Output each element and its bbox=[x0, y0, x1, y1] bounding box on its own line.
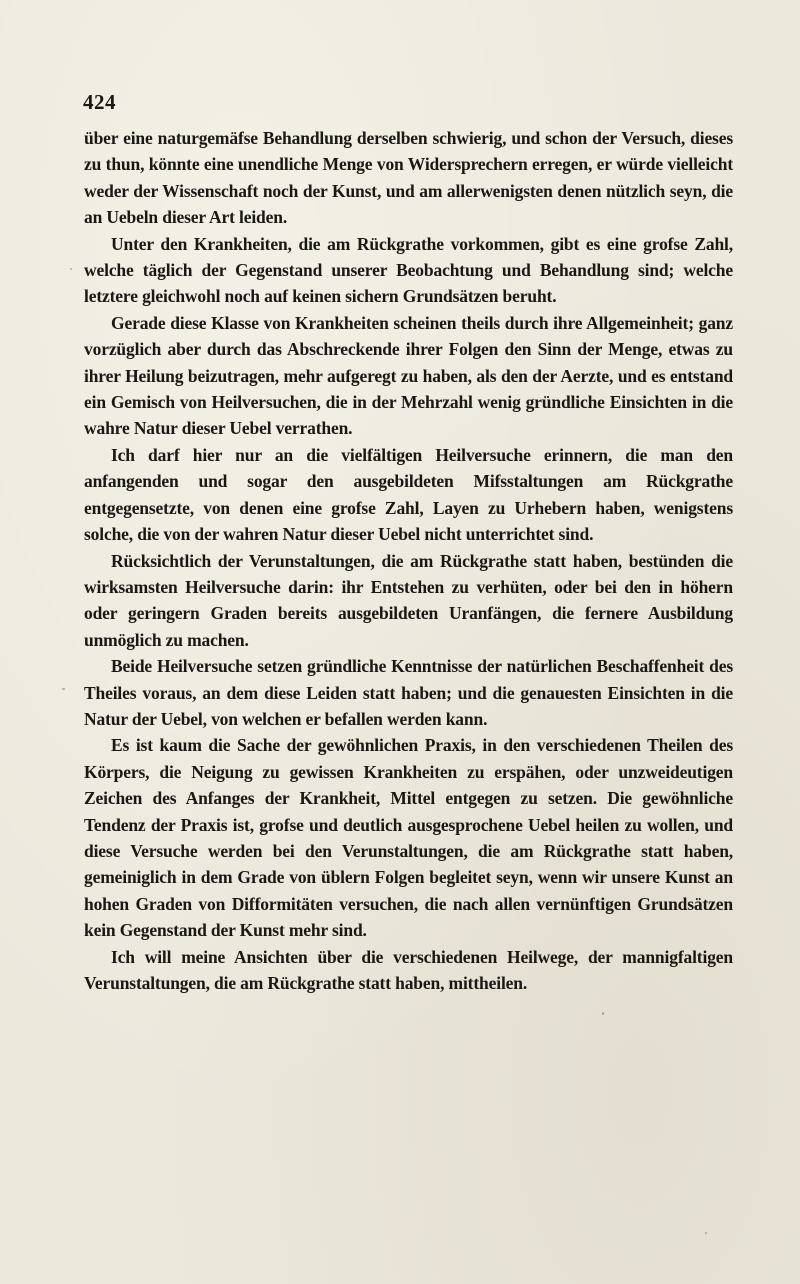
paragraph: Beide Heilversuche setzen gründliche Kenntnisse der natürlichen Beschaffenheit des Theiles voraus, an dem diese Leiden statt haben; und die genauesten Einsichten in die Natur der Uebel, von welchen er befallen werden kann. bbox=[84, 656, 733, 729]
paragraph: Rücksichtlich der Verunstaltungen, die am Rückgrathe statt haben, bestünden die wirksamsten Heilversuche darin: ihr Entstehen zu verhüten, oder bei den in höhern oder geringern Graden bereits ausgebildeten Uranfängen, die fernere Ausbildung unmöglich zu machen. bbox=[84, 550, 733, 650]
paragraph: Ich will meine Ansichten über die verschiedenen Heilwege, der mannigfaltigen Verunstaltungen, die am Rückgrathe statt haben, mittheilen. bbox=[84, 946, 733, 993]
paper-speck bbox=[62, 688, 65, 690]
paragraph: Unter den Krankheiten, die am Rückgrathe vorkommen, gibt es eine grofse Zahl, welche täglich der Gegenstand unserer Beobachtung und Behandlung sind; welche letztere gleichwohl noch auf keinen sichern Grundsätzen beruht. bbox=[84, 233, 733, 307]
paragraph: Gerade diese Klasse von Krankheiten scheinen theils durch ihre Allgemeinheit; ganz vorzüglich aber durch das Abschreckende ihrer Folgen den Sinn der Menge, etwas zu ihrer Heilung beizutragen, mehr aufgeregt zu haben, als den der Aerzte, und es entstand ein Gemisch von Heilversuchen, die in der Mehrzahl wenig gründliche Einsichten in die wahre Natur dieser Uebel verrathen. bbox=[84, 312, 733, 439]
page-number: 424 bbox=[83, 90, 116, 114]
paragraph: Ich darf hier nur an die vielfältigen Heilversuche erinnern, die man den anfangenden und sogar den ausgebildeten Mifsstaltungen am Rückgrathe entgegensetzte, von denen eine grofse Zahl, Layen zu Urhebern haben, wenigstens solche, die von der wahren Natur dieser Uebel nicht unterrichtet sind. bbox=[84, 444, 733, 545]
body-text bbox=[84, 125, 733, 996]
paragraph: Es ist kaum die Sache der gewöhnlichen Praxis, in den verschiedenen Theilen des Körpers, die Neigung zu gewissen Krankheiten zu erspähen, oder unzweideutigen Zeichen des Anfanges der Krankheit, Mittel entgegen zu setzen. Die gewöhnliche Tendenz der Praxis ist, grofse und deutlich ausgesprochene Uebel heilen zu wollen, und diese Versuche werden bei den Verunstaltungen, die am Rückgrathe statt haben, gemeiniglich in dem Grade von üblern Folgen begleitet seyn, wenn wir unsere Kunst an hohen Graden von Difformitäten versuchen, die nach allen vernünftigen Grundsätzen kein Gegenstand der Kunst mehr sind. bbox=[84, 735, 733, 941]
paragraph: über eine naturgemäfse Behandlung derselben schwierig, und schon der Versuch, dieses zu thun, könnte eine unendliche Menge von Widersprechern erregen, er würde vielleicht weder der Wissenschaft noch der Kunst, und am allerwenigsten denen nützlich seyn, die an Uebeln dieser Art leiden. bbox=[84, 128, 733, 228]
paper-speck bbox=[70, 268, 72, 270]
paper-speck bbox=[705, 1232, 707, 1234]
paper-speck bbox=[602, 1012, 604, 1015]
